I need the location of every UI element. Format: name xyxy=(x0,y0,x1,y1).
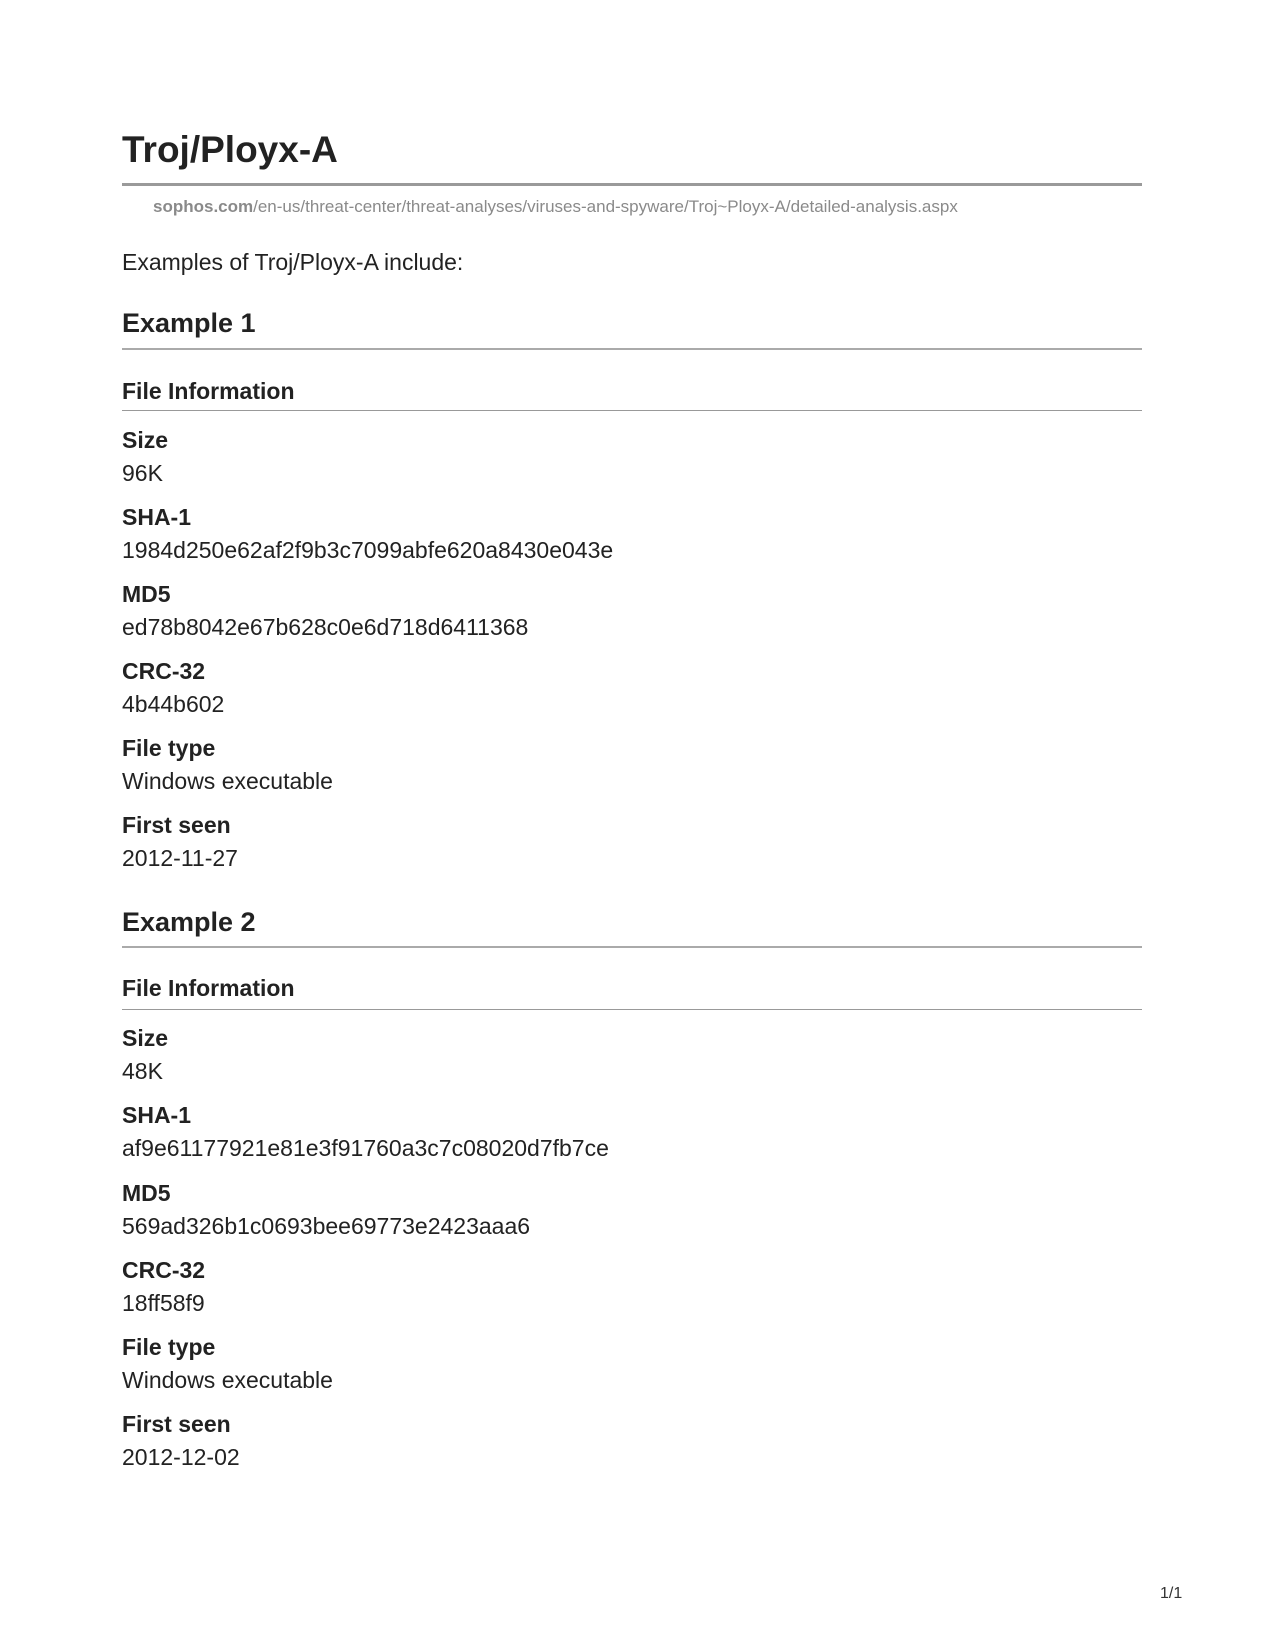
source-path: /en-us/threat-center/threat-analyses/viruses-and-spyware/Troj~Ployx-A/detailed-analysis.aspx xyxy=(253,197,958,216)
section-divider xyxy=(122,1009,1142,1010)
field-label-sha1: SHA-1 xyxy=(122,1102,192,1128)
field-value-first-seen: 2012-12-02 xyxy=(122,1444,240,1470)
section-divider xyxy=(122,410,1142,411)
field-label-md5: MD5 xyxy=(122,1180,171,1206)
section-heading: File Information xyxy=(122,975,295,1001)
field-value-first-seen: 2012-11-27 xyxy=(122,845,238,871)
source-url[interactable] xyxy=(153,196,958,218)
field-value-crc32: 4b44b602 xyxy=(122,691,225,717)
field-value-file-type: Windows executable xyxy=(122,1367,333,1393)
field-label-first-seen: First seen xyxy=(122,1411,231,1437)
title-divider xyxy=(122,183,1142,186)
field-value-md5: 569ad326b1c0693bee69773e2423aaa6 xyxy=(122,1213,531,1239)
field-label-crc32: CRC-32 xyxy=(122,658,206,684)
field-label-crc32: CRC-32 xyxy=(122,1257,206,1283)
page-title: Troj/Ployx-A xyxy=(122,129,338,170)
example-heading: Example 1 xyxy=(122,308,256,338)
field-label-sha1: SHA-1 xyxy=(122,504,192,530)
field-value-sha1: 1984d250e62af2f9b3c7099abfe620a8430e043e xyxy=(122,537,614,563)
page-number: 1/1 xyxy=(1160,1585,1183,1602)
field-value-file-type: Windows executable xyxy=(122,768,333,794)
intro-text: Examples of Troj/Ployx-A include: xyxy=(122,249,464,275)
field-value-size: 48K xyxy=(122,1058,163,1084)
field-value-sha1: af9e61177921e81e3f91760a3c7c08020d7fb7ce xyxy=(122,1135,609,1161)
field-label-md5: MD5 xyxy=(122,581,171,607)
field-label-file-type: File type xyxy=(122,1334,216,1360)
example-heading: Example 2 xyxy=(122,907,256,937)
field-value-crc32: 18ff58f9 xyxy=(122,1290,205,1316)
field-label-first-seen: First seen xyxy=(122,812,231,838)
field-label-size: Size xyxy=(122,1025,169,1051)
source-domain: sophos.com xyxy=(153,197,254,216)
example-divider xyxy=(122,348,1142,350)
field-label-size: Size xyxy=(122,427,169,453)
field-value-md5: ed78b8042e67b628c0e6d718d6411368 xyxy=(122,614,529,640)
field-value-size: 96K xyxy=(122,460,163,486)
section-heading: File Information xyxy=(122,378,295,404)
field-label-file-type: File type xyxy=(122,735,216,761)
example-divider xyxy=(122,946,1142,948)
